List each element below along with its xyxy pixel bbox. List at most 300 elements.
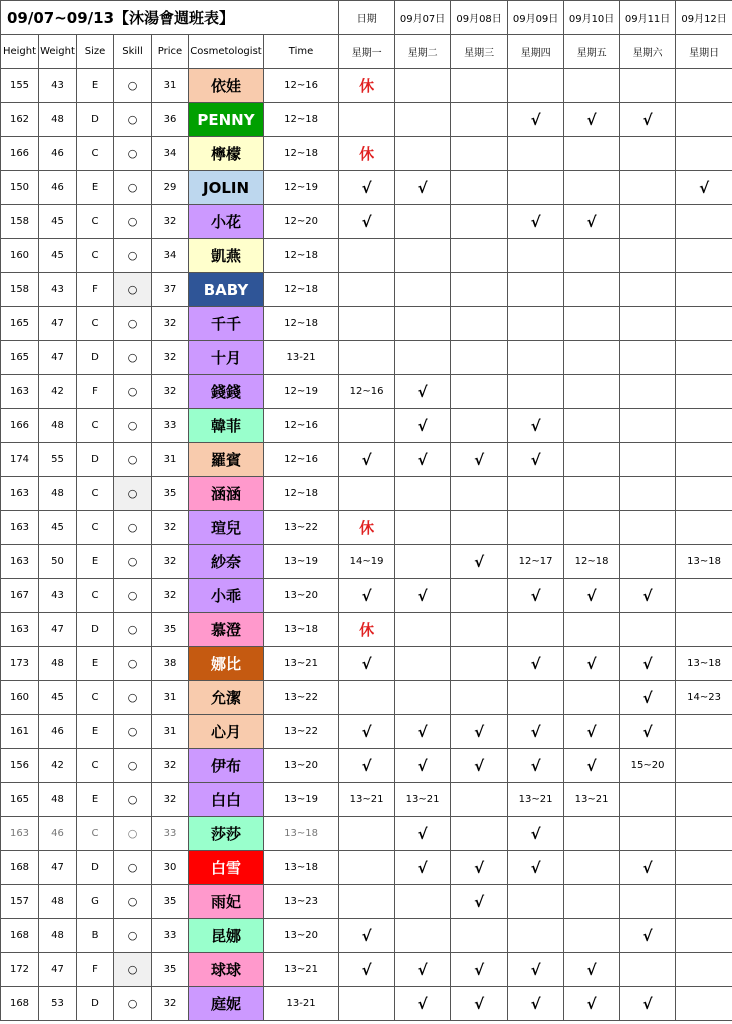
skill-cell: ○: [114, 69, 152, 103]
day-cell: [451, 511, 508, 545]
day-cell: √: [451, 885, 508, 919]
weight-cell: 48: [39, 647, 77, 681]
weight-cell: 47: [39, 341, 77, 375]
day-cell: [564, 919, 620, 953]
skill-cell: ○: [114, 953, 152, 987]
table-row: [1, 103, 732, 137]
day-cell: 休: [339, 137, 395, 171]
day-cell: [339, 103, 395, 137]
day-cell: [564, 477, 620, 511]
cosmetologist-name: 韓菲: [189, 409, 264, 443]
day-cell: 休: [339, 69, 395, 103]
day-cell: [676, 511, 732, 545]
day-cell: √: [339, 647, 395, 681]
day-cell: [620, 239, 676, 273]
size-cell: E: [77, 647, 114, 681]
size-cell: D: [77, 613, 114, 647]
day-cell: [620, 171, 676, 205]
weight-cell: 46: [39, 137, 77, 171]
size-cell: C: [77, 817, 114, 851]
day-cell: [451, 409, 508, 443]
title-row: [1, 1, 732, 35]
weight-cell: 43: [39, 69, 77, 103]
day-cell: [620, 545, 676, 579]
size-cell: C: [77, 307, 114, 341]
height-cell: 165: [1, 783, 39, 817]
cosmetologist-name: 球球: [189, 953, 264, 987]
skill-cell: ○: [114, 239, 152, 273]
size-cell: D: [77, 851, 114, 885]
day-cell: [395, 341, 451, 375]
day-cell: √: [508, 715, 564, 749]
day-cell: [676, 987, 732, 1021]
day-cell: [395, 477, 451, 511]
cosmetologist-name: 小乖: [189, 579, 264, 613]
size-cell: E: [77, 171, 114, 205]
table-row: [1, 783, 732, 817]
day-cell: [395, 103, 451, 137]
size-cell: F: [77, 273, 114, 307]
day-cell: √: [564, 103, 620, 137]
day-cell: √: [339, 443, 395, 477]
day-cell: 13~21: [339, 783, 395, 817]
day-cell: [451, 477, 508, 511]
cosmetologist-name: PENNY: [189, 103, 264, 137]
day-cell: [676, 307, 732, 341]
day-cell: [676, 919, 732, 953]
price-cell: 32: [152, 511, 189, 545]
day-cell: √: [508, 953, 564, 987]
day-cell: [451, 103, 508, 137]
weight-cell: 45: [39, 205, 77, 239]
price-cell: 32: [152, 987, 189, 1021]
table-row: [1, 851, 732, 885]
cosmetologist-name: 昆娜: [189, 919, 264, 953]
day-cell: [564, 239, 620, 273]
day-cell: [620, 817, 676, 851]
day-cell: [676, 783, 732, 817]
weight-cell: 47: [39, 953, 77, 987]
day-cell: [451, 307, 508, 341]
skill-cell: ○: [114, 613, 152, 647]
size-cell: D: [77, 103, 114, 137]
date-header: 09月10日: [564, 1, 620, 35]
height-cell: 167: [1, 579, 39, 613]
price-cell: 32: [152, 205, 189, 239]
skill-cell: ○: [114, 375, 152, 409]
skill-cell: ○: [114, 647, 152, 681]
day-cell: [676, 817, 732, 851]
skill-cell: ○: [114, 885, 152, 919]
day-cell: √: [564, 749, 620, 783]
day-cell: √: [564, 953, 620, 987]
day-cell: √: [564, 647, 620, 681]
day-cell: 12~18: [564, 545, 620, 579]
day-cell: [676, 851, 732, 885]
skill-cell: ○: [114, 987, 152, 1021]
table-row: [1, 953, 732, 987]
day-cell: [564, 273, 620, 307]
time-cell: 13~23: [264, 885, 339, 919]
time-cell: 13~20: [264, 579, 339, 613]
day-cell: √: [395, 851, 451, 885]
day-cell: [451, 239, 508, 273]
cosmetologist-name: 依娃: [189, 69, 264, 103]
date-header: 09月09日: [508, 1, 564, 35]
day-cell: [676, 749, 732, 783]
day-cell: [339, 987, 395, 1021]
day-cell: [564, 137, 620, 171]
day-cell: [620, 137, 676, 171]
day-cell: √: [620, 851, 676, 885]
time-cell: 12~18: [264, 103, 339, 137]
day-cell: [451, 341, 508, 375]
weight-cell: 42: [39, 749, 77, 783]
day-cell: [395, 511, 451, 545]
time-cell: 12~16: [264, 409, 339, 443]
table-row: [1, 919, 732, 953]
day-cell: √: [395, 817, 451, 851]
day-cell: [395, 69, 451, 103]
day-cell: √: [620, 103, 676, 137]
cosmetologist-name: 瑄兒: [189, 511, 264, 545]
weight-cell: 48: [39, 409, 77, 443]
price-cell: 31: [152, 443, 189, 477]
day-cell: √: [395, 579, 451, 613]
price-cell: 29: [152, 171, 189, 205]
time-cell: 12~18: [264, 137, 339, 171]
day-cell: [339, 341, 395, 375]
cosmetologist-name: 雨妃: [189, 885, 264, 919]
size-cell: E: [77, 69, 114, 103]
date-header: 09月08日: [451, 1, 508, 35]
size-cell: E: [77, 545, 114, 579]
day-cell: √: [395, 375, 451, 409]
cosmetologist-name: 錢錢: [189, 375, 264, 409]
cosmetologist-name: 千千: [189, 307, 264, 341]
price-cell: 31: [152, 681, 189, 715]
day-cell: √: [564, 715, 620, 749]
size-cell: C: [77, 511, 114, 545]
day-cell: [564, 171, 620, 205]
day-cell: 13~21: [508, 783, 564, 817]
weight-cell: 45: [39, 239, 77, 273]
day-cell: [620, 205, 676, 239]
day-cell: √: [339, 171, 395, 205]
day-cell: [508, 137, 564, 171]
skill-cell: ○: [114, 307, 152, 341]
skill-cell: ○: [114, 341, 152, 375]
skill-cell: ○: [114, 783, 152, 817]
time-cell: 12~16: [264, 443, 339, 477]
weight-cell: 47: [39, 613, 77, 647]
day-cell: √: [451, 851, 508, 885]
day-cell: 14~23: [676, 681, 732, 715]
skill-cell: ○: [114, 511, 152, 545]
cosmetologist-name: 娜比: [189, 647, 264, 681]
price-cell: 32: [152, 375, 189, 409]
cosmetologist-name: 伊布: [189, 749, 264, 783]
weight-cell: 46: [39, 817, 77, 851]
day-cell: [339, 885, 395, 919]
skill-cell: ○: [114, 137, 152, 171]
price-cell: 31: [152, 715, 189, 749]
cosmetologist-name: 白白: [189, 783, 264, 817]
cosmetologist-name: 庭妮: [189, 987, 264, 1021]
column-header-weight: Weight: [39, 35, 77, 69]
table-row: [1, 987, 732, 1021]
height-cell: 174: [1, 443, 39, 477]
day-cell: √: [395, 749, 451, 783]
day-cell: √: [564, 205, 620, 239]
day-cell: √: [451, 953, 508, 987]
price-cell: 34: [152, 239, 189, 273]
day-cell: [508, 307, 564, 341]
day-cell: [339, 817, 395, 851]
time-cell: 12~19: [264, 375, 339, 409]
table-row: [1, 443, 732, 477]
day-cell: [620, 375, 676, 409]
day-cell: [676, 69, 732, 103]
day-cell: [676, 375, 732, 409]
day-cell: √: [620, 919, 676, 953]
height-cell: 160: [1, 239, 39, 273]
cosmetologist-name: 涵涵: [189, 477, 264, 511]
day-cell: [395, 545, 451, 579]
cosmetologist-name: 允潔: [189, 681, 264, 715]
price-cell: 36: [152, 103, 189, 137]
size-cell: D: [77, 987, 114, 1021]
cosmetologist-name: 心月: [189, 715, 264, 749]
time-cell: 12~19: [264, 171, 339, 205]
day-cell: √: [395, 409, 451, 443]
day-cell: [620, 307, 676, 341]
time-cell: 13~19: [264, 783, 339, 817]
day-cell: [508, 171, 564, 205]
day-cell: [620, 477, 676, 511]
weekday-header: 星期六: [620, 35, 676, 69]
day-cell: [564, 885, 620, 919]
day-cell: [395, 273, 451, 307]
day-cell: √: [395, 715, 451, 749]
day-cell: [564, 681, 620, 715]
table-row: [1, 647, 732, 681]
time-cell: 13-21: [264, 341, 339, 375]
price-cell: 32: [152, 749, 189, 783]
height-cell: 168: [1, 987, 39, 1021]
day-cell: √: [339, 579, 395, 613]
day-cell: √: [395, 171, 451, 205]
day-cell: 13~18: [676, 545, 732, 579]
table-row: [1, 341, 732, 375]
day-cell: [339, 477, 395, 511]
day-cell: [451, 919, 508, 953]
weekday-header: 星期五: [564, 35, 620, 69]
time-cell: 12~18: [264, 307, 339, 341]
skill-cell: ○: [114, 681, 152, 715]
day-cell: [508, 885, 564, 919]
height-cell: 150: [1, 171, 39, 205]
day-cell: [508, 341, 564, 375]
day-cell: [451, 647, 508, 681]
day-cell: √: [339, 919, 395, 953]
day-cell: [451, 171, 508, 205]
date-header: 09月07日: [395, 1, 451, 35]
weekday-header: 星期二: [395, 35, 451, 69]
skill-cell: ○: [114, 409, 152, 443]
day-cell: [676, 103, 732, 137]
skill-cell: ○: [114, 749, 152, 783]
price-cell: 32: [152, 783, 189, 817]
day-cell: [508, 375, 564, 409]
table-row: [1, 579, 732, 613]
size-cell: C: [77, 205, 114, 239]
price-cell: 35: [152, 953, 189, 987]
day-cell: √: [508, 443, 564, 477]
day-cell: √: [620, 579, 676, 613]
cosmetologist-name: 紗奈: [189, 545, 264, 579]
height-cell: 166: [1, 409, 39, 443]
day-cell: √: [339, 953, 395, 987]
day-cell: √: [564, 987, 620, 1021]
skill-cell: ○: [114, 715, 152, 749]
height-cell: 160: [1, 681, 39, 715]
day-cell: 12~16: [339, 375, 395, 409]
day-cell: [451, 783, 508, 817]
day-cell: √: [395, 987, 451, 1021]
day-cell: [564, 443, 620, 477]
table-row: [1, 613, 732, 647]
header-row: [1, 35, 732, 69]
height-cell: 163: [1, 817, 39, 851]
day-cell: [508, 273, 564, 307]
table-row: [1, 477, 732, 511]
weekday-header: 星期一: [339, 35, 395, 69]
day-cell: [508, 239, 564, 273]
size-cell: C: [77, 409, 114, 443]
size-cell: E: [77, 783, 114, 817]
day-cell: [451, 205, 508, 239]
time-cell: 13-21: [264, 987, 339, 1021]
height-cell: 163: [1, 545, 39, 579]
cosmetologist-name: 慕澄: [189, 613, 264, 647]
day-cell: [508, 69, 564, 103]
weight-cell: 46: [39, 171, 77, 205]
column-header-height: Height: [1, 35, 39, 69]
day-cell: [620, 273, 676, 307]
date-label: 日期: [339, 1, 395, 35]
day-cell: √: [451, 749, 508, 783]
table-row: [1, 715, 732, 749]
day-cell: [620, 511, 676, 545]
size-cell: C: [77, 579, 114, 613]
day-cell: [395, 885, 451, 919]
column-header-time: Time: [264, 35, 339, 69]
day-cell: [564, 375, 620, 409]
day-cell: √: [676, 171, 732, 205]
day-cell: [620, 69, 676, 103]
table-row: [1, 171, 732, 205]
day-cell: [676, 953, 732, 987]
skill-cell: ○: [114, 477, 152, 511]
weight-cell: 42: [39, 375, 77, 409]
price-cell: 37: [152, 273, 189, 307]
skill-cell: ○: [114, 443, 152, 477]
cosmetologist-name: 莎莎: [189, 817, 264, 851]
day-cell: [451, 613, 508, 647]
height-cell: 163: [1, 477, 39, 511]
day-cell: √: [508, 817, 564, 851]
table-row: [1, 137, 732, 171]
day-cell: [620, 443, 676, 477]
day-cell: [564, 409, 620, 443]
day-cell: [676, 137, 732, 171]
price-cell: 35: [152, 477, 189, 511]
size-cell: E: [77, 715, 114, 749]
time-cell: 13~18: [264, 817, 339, 851]
weight-cell: 48: [39, 783, 77, 817]
day-cell: [508, 681, 564, 715]
day-cell: √: [339, 749, 395, 783]
day-cell: √: [451, 715, 508, 749]
time-cell: 13~22: [264, 511, 339, 545]
day-cell: √: [508, 851, 564, 885]
day-cell: [451, 69, 508, 103]
day-cell: [564, 511, 620, 545]
height-cell: 158: [1, 205, 39, 239]
day-cell: [395, 613, 451, 647]
height-cell: 173: [1, 647, 39, 681]
table-row: [1, 749, 732, 783]
price-cell: 35: [152, 613, 189, 647]
day-cell: [620, 953, 676, 987]
skill-cell: ○: [114, 851, 152, 885]
time-cell: 12~20: [264, 205, 339, 239]
table-row: [1, 545, 732, 579]
day-cell: [508, 919, 564, 953]
weight-cell: 48: [39, 885, 77, 919]
time-cell: 13~20: [264, 749, 339, 783]
cosmetologist-name: 檸檬: [189, 137, 264, 171]
day-cell: [339, 273, 395, 307]
weight-cell: 43: [39, 273, 77, 307]
day-cell: [395, 681, 451, 715]
day-cell: [451, 579, 508, 613]
height-cell: 168: [1, 919, 39, 953]
day-cell: [564, 307, 620, 341]
price-cell: 34: [152, 137, 189, 171]
size-cell: C: [77, 749, 114, 783]
day-cell: 15~20: [620, 749, 676, 783]
day-cell: √: [451, 545, 508, 579]
day-cell: [339, 851, 395, 885]
time-cell: 13~22: [264, 681, 339, 715]
time-cell: 13~20: [264, 919, 339, 953]
weight-cell: 50: [39, 545, 77, 579]
height-cell: 165: [1, 307, 39, 341]
weight-cell: 47: [39, 307, 77, 341]
day-cell: [620, 885, 676, 919]
price-cell: 33: [152, 409, 189, 443]
day-cell: √: [339, 205, 395, 239]
time-cell: 13~22: [264, 715, 339, 749]
day-cell: [564, 817, 620, 851]
day-cell: [564, 341, 620, 375]
size-cell: F: [77, 375, 114, 409]
date-header: 09月12日: [676, 1, 732, 35]
day-cell: 13~21: [564, 783, 620, 817]
table-row: [1, 409, 732, 443]
